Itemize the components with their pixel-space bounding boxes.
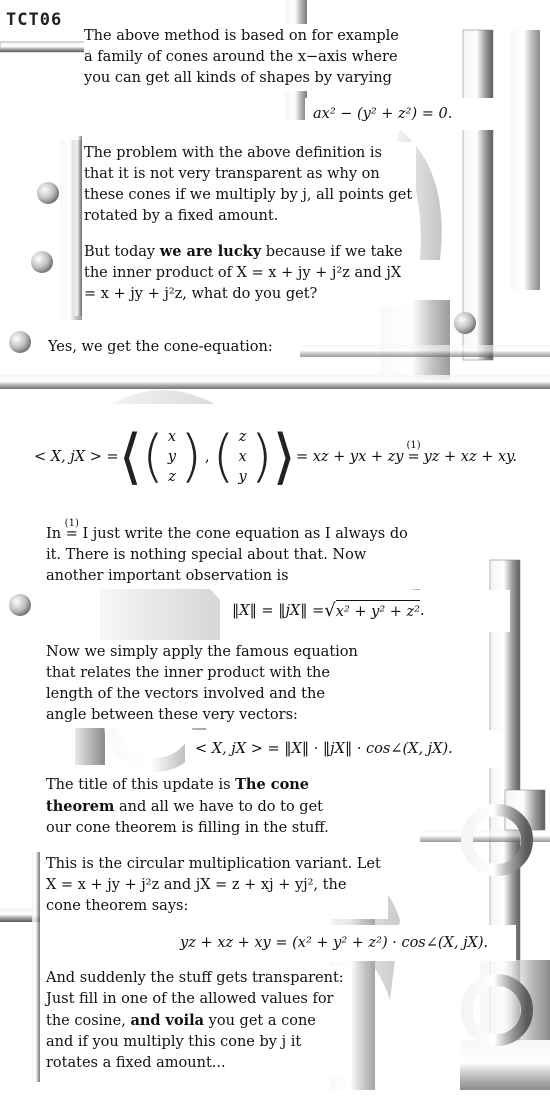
paragraph-problem-text: The problem with the above definition is that it is not very transparent as why on these cones if we multiply by j, all points get rotated by a fixed amount. (84, 145, 413, 224)
vector-jx-entry: x (238, 449, 247, 465)
paragraph-problem (84, 142, 416, 228)
vector-x: ( x y z ) (142, 424, 202, 489)
paragraph-cone-equation (40, 335, 286, 360)
equation-norms-radicand: x² + y² + z² (336, 600, 420, 622)
vector-x-entry: y (167, 449, 177, 465)
equation-angle-text: < X, jX > = ‖X‖ · ‖jX‖ · cos∠(X, jX). (195, 741, 453, 757)
vector-jx-entry: y (238, 469, 247, 485)
paragraph-observation-text: In (1) = I just write the cone equation as I always do it. There is nothing special about that. Now another important observation is (46, 518, 408, 584)
paragraph-lucky (84, 240, 404, 306)
vector-jx-entry: z (238, 429, 247, 445)
equation-cone-theorem (170, 925, 516, 961)
equation-norms (220, 590, 510, 632)
sqrt-icon: √ (324, 600, 336, 621)
equation-cone-family-text: ax² − (y² + z²) = 0. (313, 106, 453, 122)
equation-rhs-sorted: yz + xz + xy. (423, 449, 518, 465)
equation-angle (185, 730, 503, 768)
paragraph-transparent-text: And suddenly the stuff gets transparent: Just fill in one of the allowed values for the cosine, and voila you get a cone and if you multiply this cone by j it rotates a fixed amount... (46, 970, 344, 1071)
paragraph-title-update (40, 772, 352, 841)
equation-norms-lhs: ‖X‖ = ‖jX‖ = (232, 603, 325, 619)
page-title: TCT06 (6, 10, 63, 30)
left-angle-bracket: ⟨ (118, 422, 143, 492)
paragraph-observation (40, 518, 420, 589)
vector-jx: ( z x y ) (212, 424, 273, 489)
paragraph-transparent (40, 966, 352, 1076)
equation-lhs: < X, jX > = (34, 449, 119, 465)
paragraph-cone-equation-text: Yes, we get the cone-equation: (48, 339, 273, 355)
equation-rhs-sum: = xz + yx + zy (295, 449, 404, 465)
vector-x-entry: x (167, 429, 177, 445)
paragraph-circular-variant (40, 852, 388, 919)
paragraph-famous-equation (40, 640, 370, 728)
paragraph-method-text: The above method is based on for example a family of cones around the x−axis where you can get all kinds of shapes by varying (84, 28, 399, 86)
paragraph-lucky-text: But today we are lucky because if we take the inner product of X = x + jy + j²z and jX = x + jy + j²z, what do you get? (84, 243, 403, 302)
paragraph-title-update-text: The title of this update is The cone theorem and all we have to do to get our cone theorem is filling in the stuff. (46, 776, 329, 836)
equation-inner-product: < X, jX > = ⟨ ( x y z ) , ( z x y ) ⟩ = xz + yx + zy (1) = yz + xz + xy. (26, 404, 524, 510)
equation-marker-1: (1) = (406, 440, 421, 465)
paragraph-famous-equation-text: Now we simply apply the famous equation that relates the inner product with the length of the vectors involved and the angle between these very vectors: (46, 644, 358, 723)
paragraph-circular-variant-text: This is the circular multiplication variant. Let X = x + jy + j²z and jX = z + xj + yj², the cone theorem says: (46, 856, 381, 914)
equation-norms-end: . (419, 603, 425, 619)
equation-cone-family (305, 98, 496, 130)
vector-x-entry: z (168, 469, 176, 485)
equation-marker-ref: (1) = (64, 518, 79, 542)
equation-cone-theorem-text: yz + xz + xy = (x² + y² + z²) · cos∠(X, jX). (180, 935, 489, 951)
right-angle-bracket: ⟩ (272, 422, 296, 492)
paragraph-method (84, 24, 402, 91)
